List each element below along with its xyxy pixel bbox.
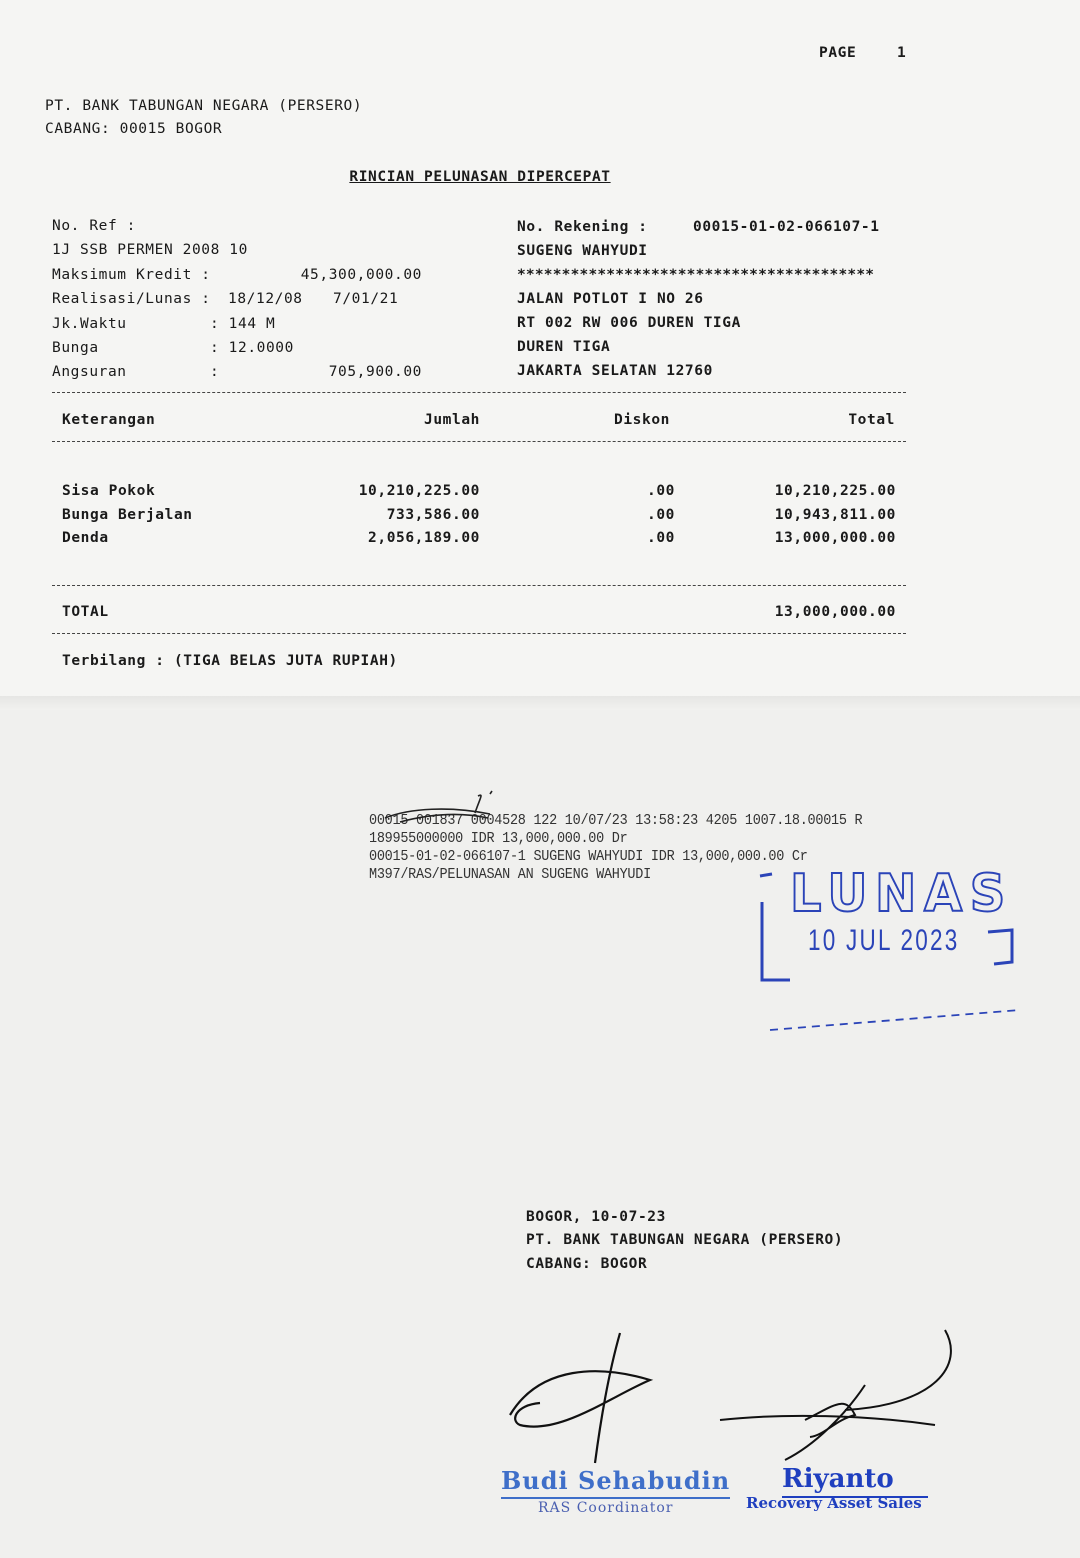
signer-2-role: Recovery Asset Sales — [746, 1494, 922, 1512]
signature-budi — [500, 1325, 680, 1475]
row-amount: 733,586.00 — [386, 507, 480, 523]
row-discount: .00 — [647, 483, 675, 499]
account-holder-name: SUGENG WAHYUDI — [517, 243, 648, 259]
paper-fold — [0, 696, 1080, 710]
max-credit-value: 45,300,000.00 — [300, 267, 422, 283]
term-label: Jk.Waktu — [52, 316, 127, 332]
address-line-4: JAKARTA SELATAN 12760 — [517, 363, 713, 379]
ref-label: No. Ref : — [52, 218, 136, 234]
lunas-date: 7/01/21 — [333, 291, 399, 307]
col-header-discount: Diskon — [614, 412, 670, 428]
row-desc: Sisa Pokok — [62, 483, 156, 499]
account-mask: **************************************** — [517, 267, 875, 283]
stamp-date: 10 JUL 2023 — [808, 924, 960, 957]
divider — [52, 441, 906, 442]
address-line-1: JALAN POTLOT I NO 26 — [517, 291, 704, 307]
footer-place-date: BOGOR, 10-07-23 — [526, 1209, 666, 1225]
transaction-line-1: 00015 001837 0004528 122 10/07/23 13:58:23 4205 1007.18.00015 R — [369, 812, 863, 829]
pen-scribble — [380, 788, 520, 828]
divider — [52, 585, 906, 586]
address-line-3: DUREN TIGA — [517, 339, 611, 355]
page-number: 1 — [897, 45, 907, 61]
installment-label: Angsuran — [52, 364, 127, 380]
footer-bank: PT. BANK TABUNGAN NEGARA (PERSERO) — [526, 1232, 844, 1248]
transaction-line-2: 189955000000 IDR 13,000,000.00 Dr — [369, 830, 628, 847]
row-amount: 10,210,225.00 — [358, 483, 480, 499]
row-amount: 2,056,189.00 — [368, 530, 480, 546]
col-header-desc: Keterangan — [62, 412, 156, 428]
row-discount: .00 — [647, 530, 675, 546]
total-label: TOTAL — [62, 604, 109, 620]
realisasi-date: 18/12/08 — [228, 291, 303, 307]
row-total: 10,210,225.00 — [774, 483, 896, 499]
signer-1-role: RAS Coordinator — [538, 1500, 674, 1516]
account-number-label: No. Rekening : — [517, 219, 648, 235]
address-line-2: RT 002 RW 006 DUREN TIGA — [517, 315, 741, 331]
stamp-word: LUNAS — [790, 864, 1013, 924]
realisasi-label: Realisasi/Lunas : — [52, 291, 211, 307]
col-header-amount: Jumlah — [424, 412, 480, 428]
bank-branch: CABANG: 00015 BOGOR — [45, 121, 223, 137]
row-total: 10,943,811.00 — [774, 507, 896, 523]
divider — [52, 633, 906, 634]
row-total: 13,000,000.00 — [774, 530, 896, 546]
interest-value: : 12.0000 — [210, 340, 294, 356]
total-value: 13,000,000.00 — [774, 604, 896, 620]
transaction-line-4: M397/RAS/PELUNASAN AN SUGENG WAHYUDI — [369, 866, 651, 883]
signature-riyanto — [715, 1325, 965, 1465]
max-credit-label: Maksimum Kredit : — [52, 267, 211, 283]
footer-branch: CABANG: BOGOR — [526, 1256, 648, 1272]
installment-colon: : — [210, 364, 220, 380]
installment-value: 705,900.00 — [328, 364, 422, 380]
signer-1-name: Budi Sehabudin — [501, 1466, 730, 1499]
col-header-total: Total — [848, 412, 895, 428]
row-desc: Denda — [62, 530, 109, 546]
transaction-line-3: 00015-01-02-066107-1 SUGENG WAHYUDI IDR 13,000,000.00 Cr — [369, 848, 808, 865]
ref-value: 1J SSB PERMEN 2008 10 — [52, 242, 248, 258]
divider — [52, 392, 906, 393]
row-discount: .00 — [647, 507, 675, 523]
term-value: : 144 M — [210, 316, 276, 332]
document-title: RINCIAN PELUNASAN DIPERCEPAT — [349, 169, 611, 185]
signer-2-name: Riyanto — [782, 1464, 928, 1498]
bank-name: PT. BANK TABUNGAN NEGARA (PERSERO) — [45, 98, 363, 114]
row-desc: Bunga Berjalan — [62, 507, 193, 523]
lunas-stamp — [750, 862, 1020, 1042]
amount-in-words: Terbilang : (TIGA BELAS JUTA RUPIAH) — [62, 653, 398, 669]
page-label: PAGE — [819, 45, 857, 61]
interest-label: Bunga — [52, 340, 99, 356]
account-number-value: 00015-01-02-066107-1 — [693, 219, 880, 235]
